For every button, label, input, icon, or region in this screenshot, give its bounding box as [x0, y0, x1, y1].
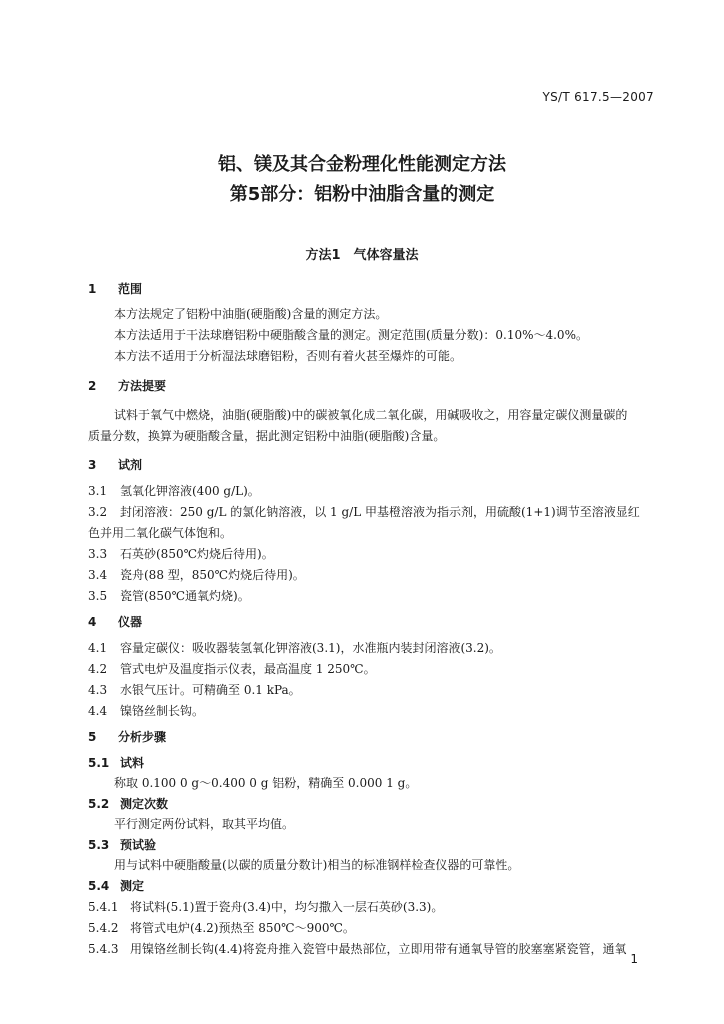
subsection-title: 试料: [120, 756, 145, 770]
subsection-number: 5.2: [88, 797, 110, 811]
subsection-number: 5.3: [88, 838, 110, 852]
subsection-5-2-heading: [88, 796, 168, 812]
paragraph: 试料于氧气中燃烧，油脂(硬脂酸)中的碳被氧化成二氧化碳，用碱吸收之，用容量定碳仪测量碳的: [114, 408, 628, 422]
item-number: 5.4.2: [88, 921, 119, 935]
item-text: 瓷舟(88 型，850℃灼烧后待用)。: [120, 568, 305, 582]
section-number: 4: [88, 615, 97, 629]
list-item: [88, 682, 301, 698]
item-text: 将管式电炉(4.2)预热至 850℃～900℃。: [130, 921, 355, 935]
paragraph: 本方法不适用于分析湿法球磨铝粉，否则有着火甚至爆炸的可能。: [114, 349, 463, 363]
paragraph: 称取 0.100 0 g～0.400 0 g 铝粉，精确至 0.000 1 g。: [114, 776, 418, 790]
subsection-5-4-heading: [88, 878, 144, 894]
page-number: 1: [630, 952, 638, 966]
list-item-continuation: 色并用二氧化碳气体饱和。: [88, 526, 233, 540]
item-number: 3.1: [88, 484, 108, 498]
list-item: [88, 640, 501, 656]
item-text: 镍铬丝制长钩。: [120, 704, 205, 718]
subsection-title: 测定次数: [120, 797, 169, 811]
item-number: 4.2: [88, 662, 108, 676]
section-1-heading: [88, 281, 142, 297]
item-number: 3.2: [88, 505, 108, 519]
paragraph-continuation: 质量分数，换算为硬脂酸含量，据此测定铝粉中油脂(硬脂酸)含量。: [88, 429, 446, 443]
item-text: 石英砂(850℃灼烧后待用)。: [120, 547, 274, 561]
section-3-heading: [88, 457, 142, 473]
standard-number: YS/T 617.5—2007: [542, 90, 654, 104]
section-title: 范围: [118, 282, 143, 296]
list-item: [88, 588, 250, 604]
subsection-number: 5.4: [88, 879, 110, 893]
section-number: 5: [88, 730, 97, 744]
section-4-heading: [88, 614, 142, 630]
paragraph: 本方法适用于干法球磨铝粉中硬脂酸含量的测定。测定范围(质量分数)：0.10%～4.0%。: [114, 328, 588, 342]
item-text: 氢氧化钾溶液(400 g/L)。: [120, 484, 260, 498]
item-number: 3.4: [88, 568, 108, 582]
item-text: 管式电炉及温度指示仪表，最高温度 1 250℃。: [120, 662, 376, 676]
subsection-title: 测定: [120, 879, 145, 893]
section-title: 方法提要: [118, 379, 167, 393]
item-text: 水银气压计。可精确至 0.1 kPa。: [120, 683, 301, 697]
section-title: 试剂: [118, 458, 143, 472]
item-text: 将试料(5.1)置于瓷舟(3.4)中，均匀撒入一层石英砂(3.3)。: [130, 900, 444, 914]
list-item: [88, 920, 355, 936]
item-text: 用镍铬丝制长钩(4.4)将瓷舟推入瓷管中最热部位，立即用带有通氧导管的胶塞塞紧瓷管，通氧: [130, 942, 627, 956]
list-item: [88, 546, 274, 562]
list-item: [88, 899, 443, 915]
list-item: [88, 504, 640, 520]
section-title: 分析步骤: [118, 730, 167, 744]
section-5-heading: [88, 729, 166, 745]
list-item: [88, 661, 376, 677]
list-item: [88, 567, 305, 583]
subsection-title: 预试验: [120, 838, 157, 852]
method-title: 方法1 气体容量法: [305, 248, 419, 263]
section-title: 仪器: [118, 615, 143, 629]
section-number: 2: [88, 379, 97, 393]
list-item: [88, 941, 626, 957]
section-number: 1: [88, 282, 97, 296]
list-item: [88, 483, 260, 499]
item-number: 3.3: [88, 547, 108, 561]
item-number: 5.4.1: [88, 900, 119, 914]
item-number: 4.3: [88, 683, 108, 697]
item-number: 3.5: [88, 589, 108, 603]
paragraph: 用与试料中硬脂酸量(以碳的质量分数计)相当的标准钢样检查仪器的可靠性。: [114, 858, 520, 872]
document-title-line2: 第5部分：铝粉中油脂含量的测定: [229, 184, 495, 205]
paragraph: 本方法规定了铝粉中油脂(硬脂酸)含量的测定方法。: [114, 307, 388, 321]
section-number: 3: [88, 458, 97, 472]
item-text: 容量定碳仪：吸收器装氢氧化钾溶液(3.1)，水准瓶内装封闭溶液(3.2)。: [120, 641, 501, 655]
item-number: 4.4: [88, 704, 108, 718]
subsection-5-3-heading: [88, 837, 156, 853]
paragraph: 平行测定两份试料，取其平均值。: [114, 817, 295, 831]
item-text: 瓷管(850℃通氧灼烧)。: [120, 589, 250, 603]
document-title-line1: 铝、镁及其合金粉理化性能测定方法: [218, 154, 506, 175]
list-item: [88, 703, 204, 719]
section-2-heading: [88, 378, 166, 394]
item-number: 5.4.3: [88, 942, 119, 956]
subsection-number: 5.1: [88, 756, 110, 770]
item-number: 4.1: [88, 641, 108, 655]
item-text: 封闭溶液：250 g/L 的氯化钠溶液，以 1 g/L 甲基橙溶液为指示剂，用硫酸(1+1)调节至溶液显红: [120, 505, 640, 519]
subsection-5-1-heading: [88, 755, 144, 771]
